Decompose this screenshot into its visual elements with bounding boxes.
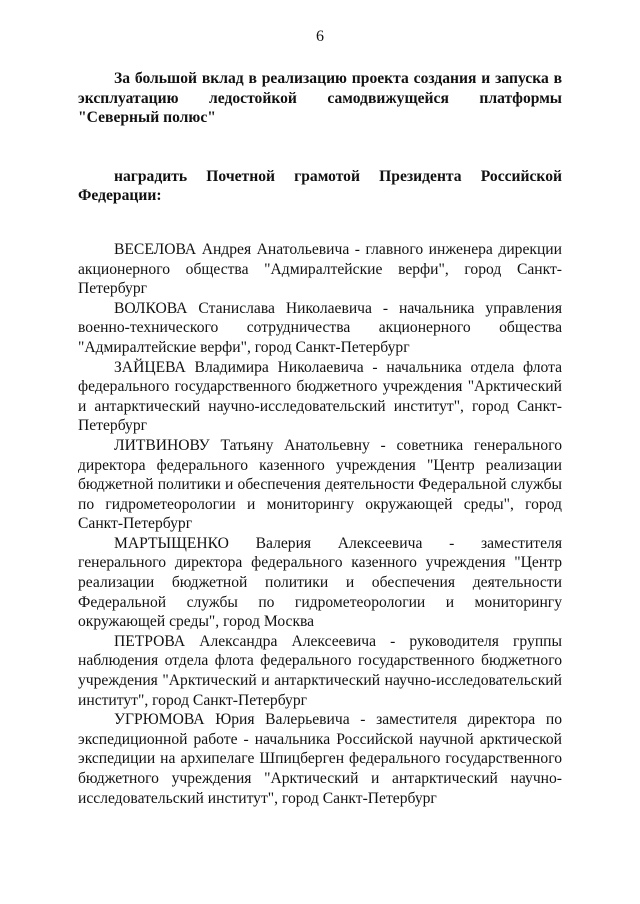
person-entry: ЗАЙЦЕВА Владимира Николаевича - начальника отдела флота федерального государственного бюджетного учреждения "Арктический и антарктический научно-исследовательский институт", город Санкт-Петербург [78,358,562,435]
header-paragraph: За большой вклад в реализацию проекта создания и запуска в эксплуатацию ледостойкой самодвижущейся платформы "Северный полюс" [78,70,562,127]
person-entry: УГРЮМОВА Юрия Валерьевича - заместителя директора по экспедиционной работе - начальника Российской научной арктической экспедиции на архипелаге Шпицберген федерального государственного бюджетного учреждения "Арктический и антарктический научно-исследовательский институт", город Санкт-Петербург [78,711,562,807]
spacer [78,206,562,240]
document-body [78,69,562,808]
page-number: 6 [316,28,324,45]
person-entry: ВЕСЕЛОВА Андрея Анатольевича - главного инженера дирекции акционерного общества "Адмиралтейские верфи", город Санкт-Петербург [78,240,562,298]
person-entry: ЛИТВИНОВУ Татьяну Анатольевну - советника генерального директора федерального казенного учреждения "Центр реализации бюджетной политики и обеспечения деятельности Федеральной службы по гидрометеорологии и мониторингу окружающей среды", город Санкт-Петербург [78,436,562,533]
person-entry: ПЕТРОВА Александра Алексеевича - руководителя группы наблюдения отдела флота федерального государственного бюджетного учреждения "Арктический и антарктический научно-исследовательский институт", город Санкт-Петербург [78,632,562,709]
spacer [78,128,562,167]
person-entry: МАРТЫЩЕНКО Валерия Алексеевича - заместителя генерального директора федерального казенного учреждения "Центр реализации бюджетной политики и обеспечения деятельности Федеральной службы по гидрометеорологии и мониторингу окружающей среды", город Москва [78,534,562,631]
award-paragraph: наградить Почетной грамотой Президента Российской Федерации: [78,167,562,205]
person-entry: ВОЛКОВА Станислава Николаевича - начальника управления военно-технического сотрудничества акционерного общества "Адмиралтейские верфи", город Санкт-Петербург [78,299,562,356]
